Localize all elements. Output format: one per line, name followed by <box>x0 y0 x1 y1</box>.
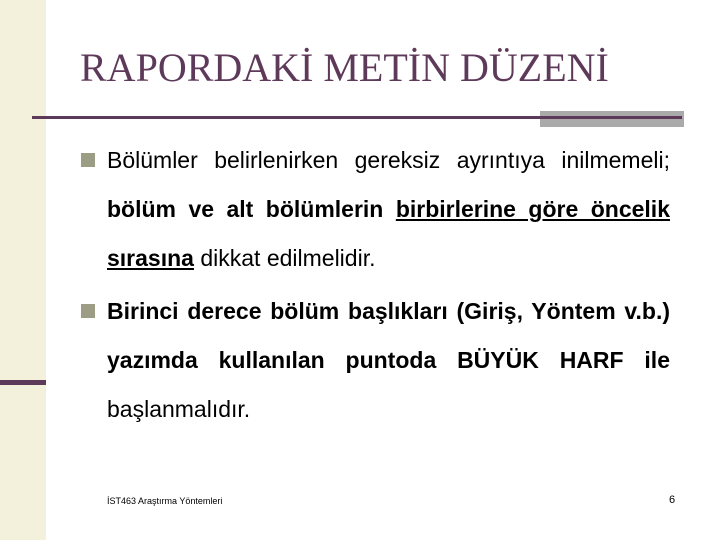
left-accent-line <box>0 380 46 385</box>
bullet1-underlined-text: birbirlerine göre öncelik sırasına <box>107 196 670 271</box>
footer-page-number: 6 <box>669 494 676 506</box>
bullet1-bold-text: bölüm ve alt bölümlerin <box>107 196 384 222</box>
bullet-paragraph-1 <box>80 136 670 283</box>
slide-body <box>80 136 670 438</box>
bullet2-bold-text: Birinci derece bölüm başlıkları (Giriş, Yöntem v.b.) yazımda kullanılan puntoda BÜYÜK HARF ile <box>107 298 670 373</box>
footer-course-name: İST463 Araştırma Yöntemleri <box>107 496 223 506</box>
left-sidebar-bar <box>0 0 46 540</box>
square-bullet-icon <box>81 153 95 167</box>
title-rule <box>32 116 682 119</box>
bullet-paragraph-2 <box>80 287 670 434</box>
bullet1-plain-text-1: Bölümler belirlenirken gereksiz ayrıntıya inilmemeli; <box>107 147 670 173</box>
slide-title: RAPORDAKİ METİN DÜZENİ <box>80 45 609 90</box>
bullet1-space <box>383 196 395 222</box>
square-bullet-icon <box>81 304 95 318</box>
bullet1-plain-text-2: dikkat edilmelidir. <box>193 245 376 271</box>
title-rule-gray-block <box>540 111 684 127</box>
bullet2-plain-text: başlanmalıdır. <box>107 396 251 422</box>
